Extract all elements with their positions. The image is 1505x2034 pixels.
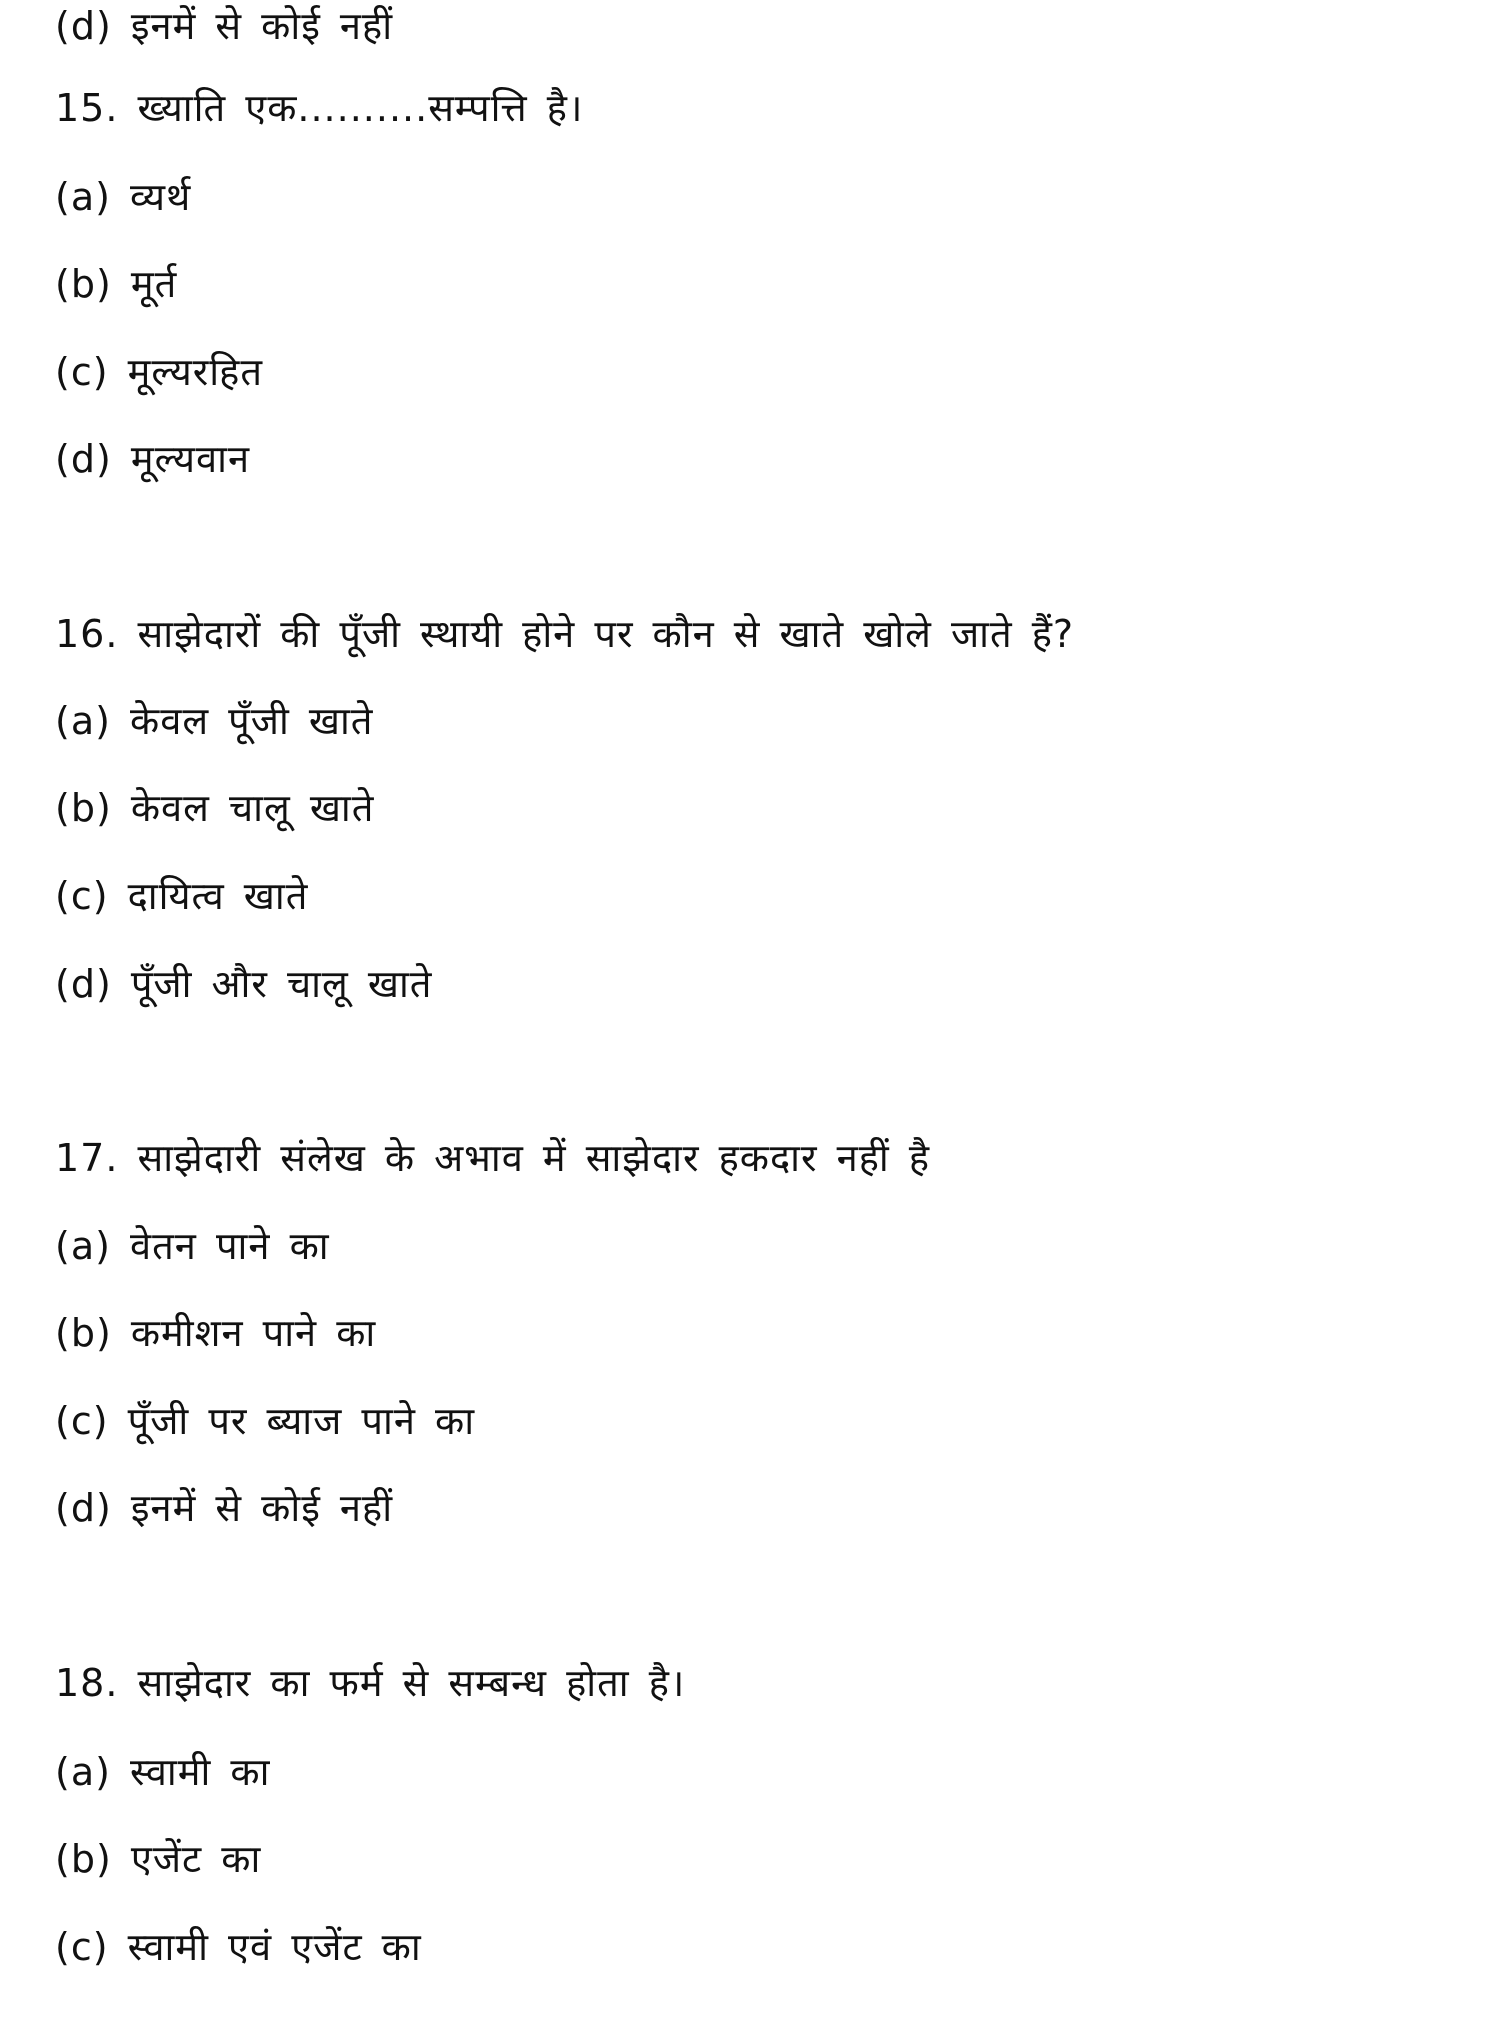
question-text — [55, 1657, 685, 1709]
option-text — [55, 870, 308, 922]
line-text: 15. ख्याति एक..........सम्पत्ति है। — [55, 86, 584, 130]
line-text: (d) इनमें से कोई नहीं — [55, 4, 394, 48]
line-text: (a) वेतन पाने का — [55, 1224, 330, 1268]
option-text — [55, 171, 191, 223]
line-text: (c) पूँजी पर ब्याज पाने का — [55, 1399, 476, 1443]
option-text — [55, 1833, 261, 1885]
option-text — [55, 1746, 270, 1798]
option-text — [55, 1482, 393, 1534]
line-text: (d) इनमें से कोई नहीं — [55, 1486, 394, 1530]
question-text — [55, 82, 583, 134]
line-text: 16. साझेदारों की पूँजी स्थायी होने पर कौन से खाते खोले जाते हैं? — [55, 612, 1075, 656]
line-text: (c) मूल्यरहित — [55, 350, 263, 394]
line-text: (d) मूल्यवान — [55, 437, 251, 481]
line-text: (c) स्वामी एवं एजेंट का — [55, 1925, 422, 1969]
option-text — [55, 782, 374, 834]
line-text: 18. साझेदार का फर्म से सम्बन्ध होता है। — [55, 1661, 686, 1705]
line-text: (a) स्वामी का — [55, 1750, 271, 1794]
option-text — [55, 1307, 376, 1359]
option-text — [55, 695, 373, 747]
option-text — [55, 258, 177, 310]
option-text — [55, 1220, 330, 1272]
option-text — [55, 433, 250, 485]
line-text: (d) पूँजी और चालू खाते — [55, 962, 433, 1006]
question-text — [55, 608, 1074, 660]
line-text: (b) एजेंट का — [55, 1837, 262, 1881]
line-text: (b) कमीशन पाने का — [55, 1311, 377, 1355]
question-text — [55, 1132, 930, 1184]
line-text: (c) दायित्व खाते — [55, 874, 309, 918]
option-text — [55, 958, 432, 1010]
option-text — [55, 1395, 475, 1447]
line-text: (a) व्यर्थ — [55, 175, 192, 219]
option-text — [55, 346, 263, 398]
option-text — [55, 1921, 422, 1973]
line-text: (b) मूर्त — [55, 262, 178, 306]
line-text: (a) केवल पूँजी खाते — [55, 699, 374, 743]
option-text — [55, 0, 393, 52]
line-text: (b) केवल चालू खाते — [55, 786, 375, 830]
line-text: 17. साझेदारी संलेख के अभाव में साझेदार हकदार नहीं है — [55, 1136, 931, 1180]
